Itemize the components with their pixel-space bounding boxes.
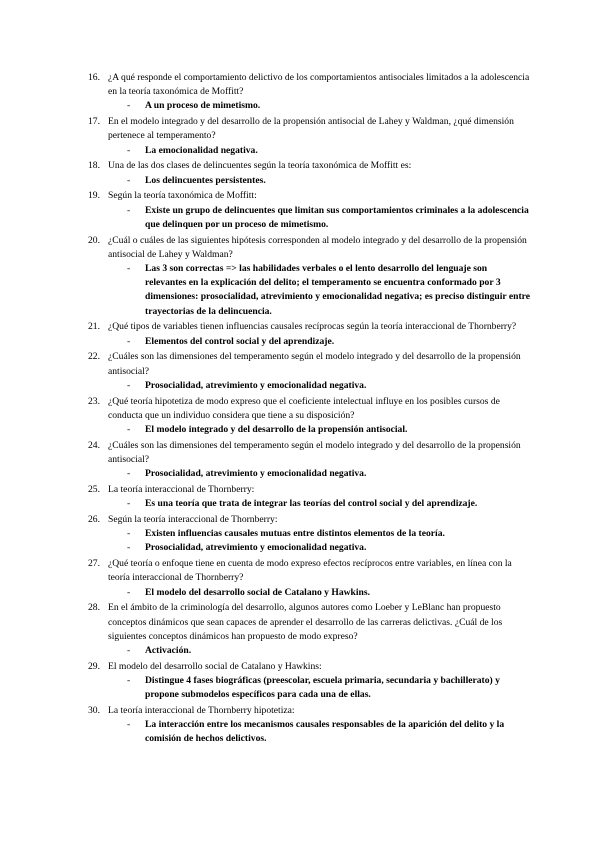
question-item: [0, 234, 530, 321]
answer-text: [0, 423, 530, 437]
question-item: [0, 350, 530, 394]
answer-body: El modelo integrado y del desarrollo de la propensión antisocial.: [145, 424, 408, 436]
answer-body: Es una teoría que trata de integrar las teorías del control social y del aprendizaje.: [145, 498, 478, 510]
question-number: 26.: [88, 514, 100, 526]
question-text: [0, 513, 530, 527]
answer-body: Las 3 son correctas => las habilidades verbales o el lento desarrollo del lenguaje son relevantes en la explicación del delito; el temperamento se encuentra conformado por 3 dimensiones: prosocialidad, atrevimiento y emocionalidad negativa; es preciso distinguir entre trayectorias de la delincuencia.: [145, 263, 530, 317]
answer-bullet: -: [127, 100, 131, 112]
question-body: Según la teoría taxonómica de Moffitt:: [108, 190, 257, 202]
question-text: [0, 115, 530, 143]
question-text: [0, 71, 530, 99]
answer-bullet: -: [127, 468, 131, 480]
answer-bullet: -: [127, 675, 131, 687]
answer-bullet: -: [127, 174, 131, 186]
question-text: [0, 320, 530, 334]
answer-body: Los delincuentes persistentes.: [145, 174, 266, 186]
answer-body: La emocionalidad negativa.: [145, 144, 258, 156]
question-list: [0, 71, 530, 748]
answer-text: [0, 467, 530, 481]
question-text: [0, 159, 530, 173]
question-text: [0, 234, 530, 262]
question-number: 17.: [88, 116, 100, 128]
answer-text: [0, 586, 530, 600]
answer-body: A un proceso de mimetismo.: [145, 100, 261, 112]
question-item: [0, 320, 530, 350]
answer-bullet: -: [127, 542, 131, 554]
answer-body: Prosocialidad, atrevimiento y emocionalidad negativa.: [145, 379, 367, 391]
answer-text: [0, 674, 530, 702]
question-body: ¿Qué teoría o enfoque tiene en cuenta de modo expreso efectos recíprocos entre variables, en línea con la teoría interaccional de Thornberry?: [108, 558, 512, 584]
question-item: [0, 71, 530, 115]
question-body: En el ámbito de la criminología del desarrollo, algunos autores como Loeber y LeBlanc han propuesto conceptos dinámicos que sean capaces de aprender el desarrollo de las carreras delictivas. ¿Cuál de los siguientes conceptos dinámicos han propuesto de modo expreso?: [108, 602, 503, 642]
question-text: [0, 483, 530, 497]
answer-bullet: -: [127, 335, 131, 347]
question-body: ¿Qué teoría hipotetiza de modo expreso que el coeficiente intelectual influye en los posibles cursos de conducta que un individuo considera que tiene a su disposición?: [108, 395, 500, 421]
question-text: [0, 395, 530, 423]
question-item: [0, 660, 530, 704]
answer-body: Elementos del control social y del aprendizaje.: [145, 335, 335, 347]
answer-text: [0, 718, 530, 746]
question-body: El modelo del desarrollo social de Catalano y Hawkins:: [108, 660, 322, 672]
question-number: 19.: [88, 190, 100, 202]
answer-body: Prosocialidad, atrevimiento y emocionalidad negativa.: [145, 542, 367, 554]
answer-bullet: -: [127, 586, 131, 598]
question-item: [0, 483, 530, 513]
answer-bullet: -: [127, 263, 131, 275]
answer-bullet: -: [127, 528, 131, 540]
question-text: [0, 439, 530, 467]
question-number: 27.: [88, 558, 100, 570]
answer-text: [0, 527, 530, 541]
question-item: [0, 189, 530, 233]
answer-body: El modelo del desarrollo social de Catalano y Hawkins.: [145, 586, 371, 598]
question-number: 20.: [88, 234, 100, 246]
answer-bullet: -: [127, 204, 131, 216]
question-text: [0, 557, 530, 585]
question-body: En el modelo integrado y del desarrollo de la propensión antisocial de Lahey y Waldman, ¿qué dimensión pertenece al temperamento?: [108, 116, 514, 142]
question-item: [0, 704, 530, 748]
question-text: [0, 601, 530, 644]
question-item: [0, 601, 530, 659]
question-number: 21.: [88, 321, 100, 333]
question-body: ¿A qué responde el comportamiento delictivo de los comportamientos antisociales limitados a la adolescencia en la teoría taxonómica de Moffitt?: [108, 72, 530, 98]
question-number: 24.: [88, 439, 100, 451]
question-number: 18.: [88, 160, 100, 172]
question-text: [0, 660, 530, 674]
answer-body: Distingue 4 fases biográficas (preescolar, escuela primaria, secundaria y bachillerato) y propone submodelos específicos para cada una de ellas.: [145, 675, 500, 701]
question-item: [0, 159, 530, 189]
question-number: 28.: [88, 602, 100, 614]
question-item: [0, 115, 530, 159]
question-text: [0, 704, 530, 718]
question-body: ¿Cuál o cuáles de las siguientes hipótesis corresponden al modelo integrado y del desarrollo de la propensión antisocial de Lahey y Waldman?: [108, 234, 527, 260]
question-body: Una de las dos clases de delincuentes según la teoría taxonómica de Moffitt es:: [108, 160, 412, 172]
question-number: 16.: [88, 72, 100, 83]
answer-text: [0, 644, 530, 658]
question-number: 30.: [88, 705, 100, 717]
answer-bullet: -: [127, 498, 131, 510]
question-item: [0, 557, 530, 601]
question-number: 29.: [88, 660, 100, 672]
answer-text: [0, 144, 530, 158]
answer-body: La interacción entre los mecanismos causales responsables de la aparición del delito y la comisión de hechos delictivos.: [145, 719, 505, 745]
question-item: [0, 513, 530, 557]
answer-text: [0, 99, 530, 113]
answer-text: [0, 541, 530, 555]
answer-text: [0, 379, 530, 393]
answer-bullet: -: [127, 379, 131, 391]
question-body: ¿Qué tipos de variables tienen influencias causales recíprocas según la teoría interaccional de Thornberry?: [108, 321, 517, 333]
answer-text: [0, 174, 530, 188]
answer-text: [0, 335, 530, 349]
answer-bullet: -: [127, 645, 131, 657]
answer-body: Prosocialidad, atrevimiento y emocionalidad negativa.: [145, 468, 367, 480]
question-body: Según la teoría interaccional de Thornberry:: [108, 514, 278, 526]
question-item: [0, 439, 530, 483]
answer-body: Activación.: [145, 645, 192, 657]
answer-text: [0, 262, 530, 319]
answer-bullet: -: [127, 719, 131, 731]
question-body: ¿Cuáles son las dimensiones del temperamento según el modelo integrado y del desarrollo de la propensión antisocial?: [108, 439, 521, 466]
answer-text: [0, 497, 530, 511]
question-number: 25.: [88, 484, 100, 496]
answer-text: [0, 204, 530, 232]
question-body: La teoría interaccional de Thornberry:: [108, 484, 255, 496]
question-item: [0, 395, 530, 439]
question-number: 23.: [88, 395, 100, 407]
question-number: 22.: [88, 351, 100, 363]
item-spacer: [0, 747, 530, 749]
question-text: [0, 350, 530, 378]
answer-body: Existen influencias causales mutuas entre distintos elementos de la teoría.: [145, 528, 445, 540]
question-text: [0, 189, 530, 203]
answer-bullet: -: [127, 424, 131, 436]
question-body: La teoría interaccional de Thornberry hipotetiza:: [108, 705, 295, 717]
answer-body: Existe un grupo de delincuentes que limitan sus comportamientos criminales a la adolescencia que delinquen por un proceso de mimetismo.: [145, 204, 529, 230]
question-body: ¿Cuáles son las dimensiones del temperamento según el modelo integrado y del desarrollo de la propensión antisocial?: [108, 351, 521, 377]
answer-bullet: -: [127, 144, 131, 156]
